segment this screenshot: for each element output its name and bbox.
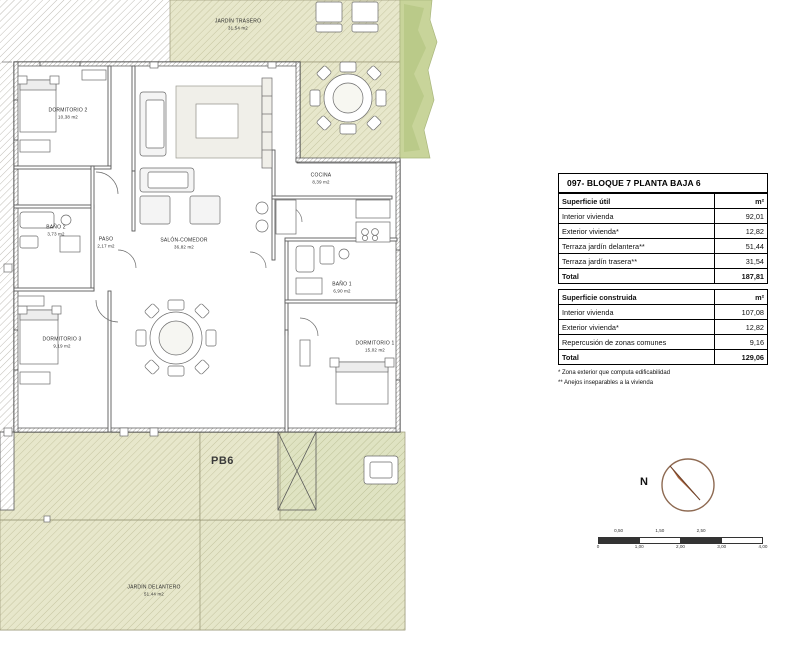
- table-row: [559, 209, 768, 224]
- scale-bar-graphic: [598, 537, 763, 544]
- table-total-row: [559, 269, 768, 284]
- scale-tick: 3,00: [717, 544, 727, 549]
- row-value: 12,82: [715, 224, 768, 239]
- row-value: 51,44: [715, 239, 768, 254]
- total-value: 187,81: [715, 269, 768, 284]
- room-name: DORMITORIO 2: [48, 107, 88, 114]
- scale-tick: 0: [596, 544, 600, 549]
- scale-tick: 4,00: [758, 544, 768, 549]
- note-line: ** Anejos inseparables a la vivienda: [558, 379, 654, 386]
- surface-info-panel: [558, 173, 768, 388]
- panel-notes: [558, 369, 768, 388]
- room-label: [215, 19, 261, 32]
- room-label: [356, 341, 395, 354]
- row-value: 31,54: [715, 254, 768, 269]
- room-area: 51,44 m2: [144, 591, 164, 597]
- room-area: 15,02 m2: [365, 347, 385, 353]
- scale-bottom-ticks: [596, 544, 768, 553]
- table-row: [559, 335, 768, 350]
- useful-surface-table: [558, 193, 768, 284]
- room-label: [160, 238, 207, 251]
- compass-rose: [640, 452, 730, 522]
- room-name: BAÑO 1: [332, 281, 352, 288]
- row-label: Interior vivienda: [559, 305, 715, 320]
- scale-tick: 1,50: [655, 528, 665, 533]
- room-name: JARDÍN TRASERO: [214, 18, 262, 25]
- room-label: [46, 225, 66, 238]
- compass-icon: [640, 452, 730, 522]
- row-value: 12,82: [715, 320, 768, 335]
- table-row: [559, 320, 768, 335]
- unit-code-label: PB6: [211, 455, 234, 467]
- row-value: 92,01: [715, 209, 768, 224]
- note-line: * Zona exterior que computa edificabilidad: [558, 370, 671, 376]
- row-label: Exterior vivienda*: [559, 320, 715, 335]
- total-label: Total: [559, 269, 715, 284]
- built-surface-table: [558, 289, 768, 365]
- table-header-row: [559, 194, 768, 209]
- built-header-label: Superficie construida: [559, 290, 715, 305]
- room-area: 10,38 m2: [58, 114, 78, 120]
- table-row: [559, 254, 768, 269]
- row-label: Interior vivienda: [559, 209, 715, 224]
- table-header-row: [559, 290, 768, 305]
- scale-bar: [596, 528, 768, 553]
- total-label: Total: [559, 350, 715, 365]
- scale-segment: [640, 538, 681, 543]
- scale-tick: 1,00: [634, 544, 644, 549]
- room-area: 8,39 m2: [312, 179, 330, 185]
- compass-north-label: N: [640, 476, 648, 488]
- useful-header-label: Superficie útil: [559, 194, 715, 209]
- room-name: JARDÍN DELANTERO: [127, 584, 181, 591]
- row-value: 9,16: [715, 335, 768, 350]
- scale-tick: 2,50: [696, 528, 706, 533]
- room-area: 36,82 m2: [174, 244, 194, 250]
- scale-tick: 0,50: [614, 528, 624, 533]
- room-label: [332, 282, 352, 295]
- useful-header-unit: m²: [715, 194, 768, 209]
- room-area: 9,19 m2: [53, 343, 71, 349]
- table-total-row: [559, 350, 768, 365]
- room-name: COCINA: [310, 172, 332, 179]
- room-label: [49, 108, 88, 121]
- panel-title: 097- BLOQUE 7 PLANTA BAJA 6: [558, 173, 768, 193]
- scale-top-ticks: [598, 528, 763, 537]
- table-row: [559, 224, 768, 239]
- scale-segment: [722, 538, 762, 543]
- table-row: [559, 305, 768, 320]
- built-header-unit: m²: [715, 290, 768, 305]
- room-area: 6,90 m2: [333, 288, 351, 294]
- row-label: Exterior vivienda*: [559, 224, 715, 239]
- room-name: DORMITORIO 3: [42, 336, 82, 343]
- row-value: 107,08: [715, 305, 768, 320]
- room-label: [127, 585, 180, 598]
- total-value: 129,06: [715, 350, 768, 365]
- room-name: BAÑO 2: [46, 224, 66, 231]
- row-label: Terraza jardín delantera**: [559, 239, 715, 254]
- room-name: DORMITORIO 1: [355, 340, 395, 347]
- scale-tick: 2,00: [676, 544, 685, 549]
- room-name: SALÓN-COMEDOR: [160, 237, 208, 244]
- scale-segment: [599, 538, 640, 543]
- room-label: [97, 237, 114, 250]
- room-name: PASO: [98, 236, 114, 243]
- table-row: [559, 239, 768, 254]
- row-label: Repercusión de zonas comunes: [559, 335, 715, 350]
- row-label: Terraza jardín trasera**: [559, 254, 715, 269]
- room-area: 2,17 m2: [97, 243, 115, 249]
- room-area: 31,54 m2: [228, 25, 248, 31]
- room-label: [311, 173, 332, 186]
- scale-segment: [681, 538, 722, 543]
- room-area: 3,73 m2: [47, 231, 65, 237]
- room-label: [43, 337, 82, 350]
